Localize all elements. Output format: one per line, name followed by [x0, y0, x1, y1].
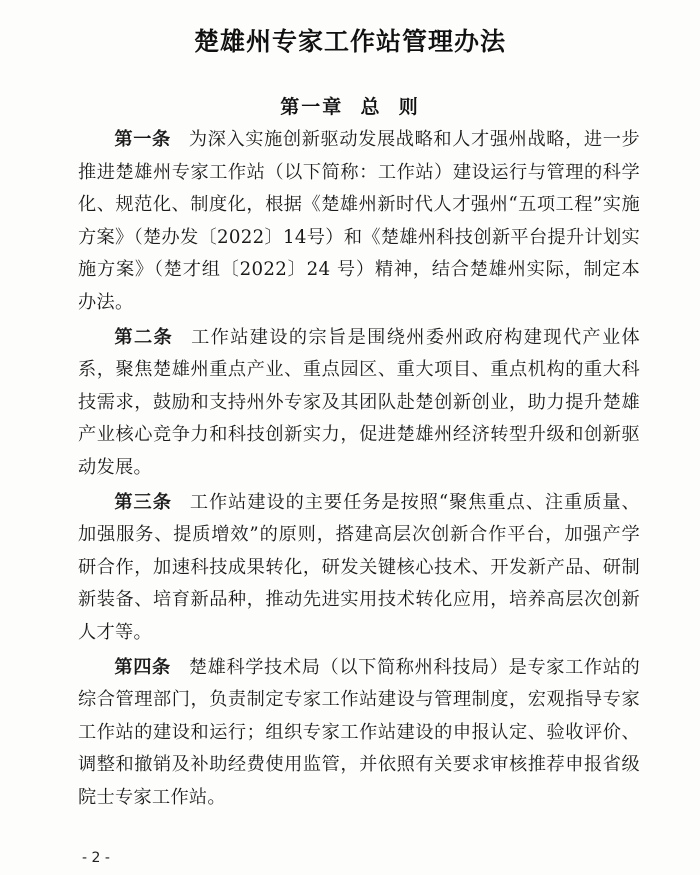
article-text: 楚雄科学技术局（以下简称州科技局）是专家工作站的综合管理部门，负责制定专家工作站建设与管理制度，宏观指导专家工作站的建设和运行；组织专家工作站建设的申报认定、验收评价、调整和撤销及补助经费使用监管，并依照有关要求审核推荐申报省级院士专家工作站。: [78, 656, 640, 808]
article-text: 为深入实施创新驱动发展战略和人才强州战略，进一步推进楚雄州专家工作站（以下简称：工作站）建设运行与管理的科学化、规范化、制度化，根据《楚雄州新时代人才强州“五项工程”实施方案》（楚办发〔2022〕14号）和《楚雄州科技创新平台提升计划实施方案》（楚才组〔2022〕24 号）精神，结合楚雄州实际，制定本办法。: [78, 129, 640, 313]
article-1: [78, 124, 640, 320]
chapter-title: 第一章 总 则: [280, 96, 420, 118]
article-heading: 第四条: [114, 656, 171, 678]
article-2: [78, 322, 640, 485]
document-body: [78, 124, 640, 814]
article-3: [78, 487, 640, 650]
article-heading: 第一条: [114, 129, 171, 150]
article-4: [78, 652, 640, 815]
document-title: 楚雄州专家工作站管理办法: [193, 27, 506, 56]
article-text: 工作站建设的主要任务是按照“聚焦重点、注重质量、加强服务、提质增效”的原则，搭建高层次创新合作平台，加强产学研合作，加速科技成果转化，研发关键核心技术、开发新产品、研制新装备、培育新品种，推动先进实用技术转化应用，培养高层次创新人才等。: [78, 491, 640, 643]
article-heading: 第二条: [114, 326, 174, 348]
article-heading: 第三条: [114, 491, 172, 513]
page-number: - 2 -: [82, 850, 110, 866]
article-text: 工作站建设的宗旨是围绕州委州政府构建现代产业体系，聚焦楚雄州重点产业、重点园区、重大项目、重点机构的重大科技需求，鼓励和支持州外专家及其团队赴楚创新创业，助力提升楚雄产业核心竞争力和科技创新实力，促进楚雄州经济转型升级和创新驱动发展。: [78, 326, 640, 478]
